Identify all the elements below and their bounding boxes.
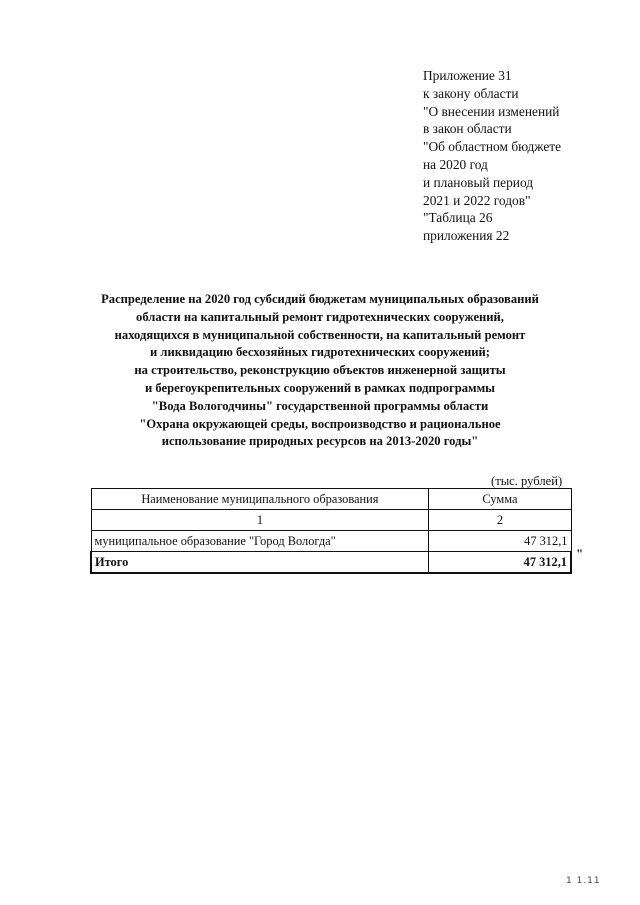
header-amount-cell: Сумма: [429, 489, 571, 510]
table-row: [91, 531, 571, 552]
title-line: и ликвидацию бесхозяйных гидротехнических сооружений;: [150, 345, 490, 360]
units-label: (тыс. рублей): [491, 474, 563, 488]
municipality-name-cell: муниципальное образование "Город Вологда": [91, 531, 429, 552]
column-number-cell: 2: [429, 510, 571, 531]
table-header-row: [91, 489, 571, 510]
total-amount-cell: 47 312,1: [429, 552, 571, 574]
appendix-line: и плановый период: [423, 174, 534, 190]
distribution-table: [90, 488, 572, 574]
title-line: Распределение на 2020 год субсидий бюджетам муниципальных образований: [101, 292, 539, 306]
title-line: на строительство, реконструкцию объектов инженерной защиты: [134, 363, 506, 378]
appendix-line: в закон области: [423, 121, 512, 137]
document-title: [60, 291, 580, 451]
appendix-line: на 2020 год: [423, 156, 488, 172]
column-numbers-row: [91, 510, 571, 531]
title-line: находящихся в муниципальной собственности, на капитальный ремонт: [114, 327, 526, 342]
appendix-line: приложения 22: [423, 228, 510, 244]
amount-cell: 47 312,1: [429, 531, 571, 552]
total-label-cell: Итого: [91, 552, 429, 574]
title-line: области на капитальный ремонт гидротехнических сооружений,: [136, 309, 504, 324]
title-line: использование природных ресурсов на 2013-2020 годы": [161, 434, 479, 449]
appendix-line: "О внесении изменений: [423, 103, 560, 119]
appendix-line: Приложение 31: [423, 68, 512, 83]
closing-quote: ": [576, 546, 584, 561]
column-number-cell: 1: [91, 510, 429, 531]
header-name-cell: Наименование муниципального образования: [91, 489, 429, 510]
total-row: [91, 552, 571, 574]
page-mark: 1 1.11: [566, 876, 601, 886]
appendix-line: к закону области: [423, 85, 519, 101]
appendix-line: "Таблица 26: [423, 210, 493, 226]
title-line: "Охрана окружающей среды, воспроизводство и рациональное: [139, 416, 501, 431]
title-line: "Вода Вологодчины" государственной программы области: [151, 398, 489, 413]
appendix-line: 2021 и 2022 годов": [423, 192, 531, 208]
title-line: и берегоукрепительных сооружений в рамках подпрограммы: [144, 380, 496, 395]
appendix-line: "Об областном бюджете: [423, 139, 562, 155]
appendix-block: [423, 67, 623, 245]
